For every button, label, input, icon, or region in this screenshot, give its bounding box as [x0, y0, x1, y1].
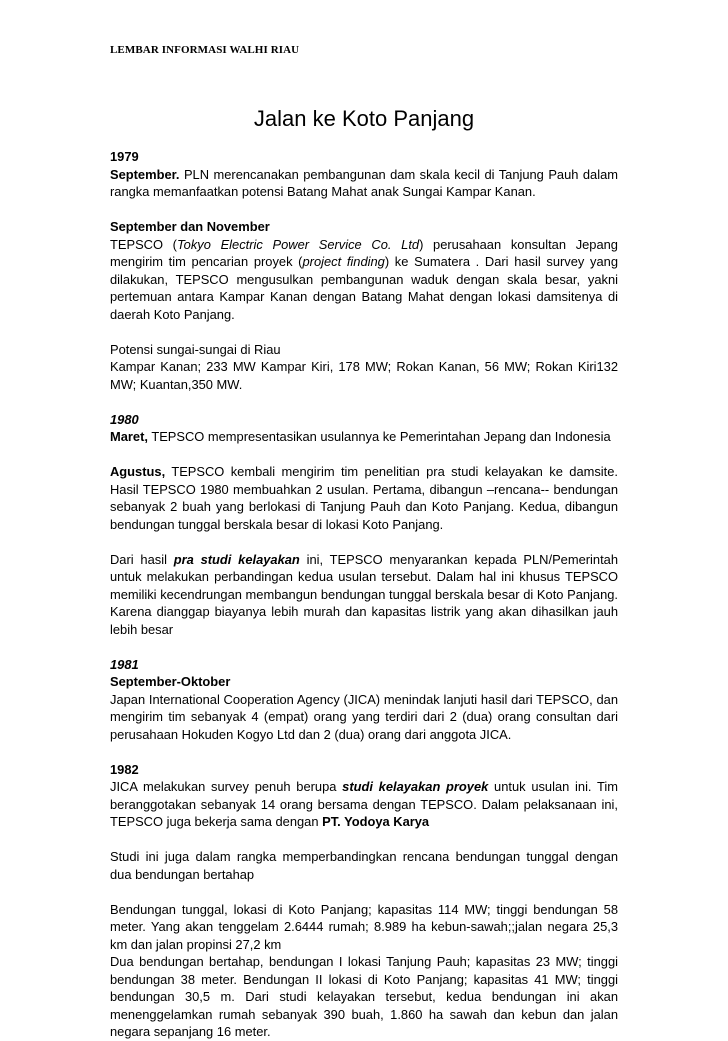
project-finding-term: project finding [302, 254, 385, 269]
text-fragment: ) perusahaan konsultan Jepang mengirim tim pencarian proyek ( [110, 236, 618, 269]
text-fragment: untuk usulan ini. Tim beranggotakan sebanyak 14 orang bersama dengan TEPSCO. Dalam pelaksanaan ini, TEPSCO juga bekerja sama dengan [110, 779, 619, 829]
text-fragment: TEPSCO ( [110, 236, 177, 252]
heading-potensi: Potensi sungai-sungai di Riau [110, 341, 281, 357]
document-header: LEMBAR INFORMASI WALHI RIAU [110, 44, 300, 56]
document-title: Jalan ke Koto Panjang [253, 106, 475, 131]
year-1982: 1982 [110, 761, 139, 777]
year-1979: 1979 [110, 149, 139, 164]
year-1980: 1980 [110, 411, 139, 427]
company-name: PT. Yodoya Karya [322, 814, 430, 829]
tepsco-full-name: Tokyo Electric Power Service Co. Ltd [176, 236, 420, 252]
paragraph-bendungan-bertahap: Dua bendungan bertahap, bendungan I lokasi Tanjung Pauh; kapasitas 23 MW; tinggi bendungan 38 meter. Bendungan II lokasi di Koto Panjang; kapasitas 41 MW; tinggi bendungan 30,5 m. Dari studi kelayakan tersebut, kedua bendungan ini akan menenggelamkan rumah sebanyak 390 buah, 1.860 ha sawah dan kebun dan jalan negara sepanjang 16 meter. [110, 954, 618, 1039]
text-agustus: TEPSCO kembali mengirim tim penelitian pra studi kelayakan ke damsite. Hasil TEPSCO 1980 membuahkan 2 usulan. Pertama, dibangun –rencana-- bendungan sebanyak 2 buah yang berlokasi di Tanjung Pauh dan Koto Panjang. Kedua, dibangun bendungan tunggal berskala besar di lokasi Koto Panjang. [110, 464, 618, 532]
label-agustus: Agustus, [110, 464, 166, 479]
paragraph-september-1979 [110, 166, 618, 201]
paragraph-tepsco-project-finding [110, 236, 618, 324]
label-september: September. [110, 166, 180, 182]
paragraph-studi-perbandingan: Studi ini juga dalam rangka memperbandingkan rencana bendungan tunggal dengan dua bendungan bertahap [110, 849, 618, 882]
text-fragment: Dari hasil [110, 551, 174, 567]
heading-september-oktober: September-Oktober [110, 674, 231, 689]
text-fragment: ) ke Sumatera . Dari hasil survey yang dilakukan, TEPSCO mengusulkan pembangunan waduk dengan skala besar, yakni pertemuan antara Kampar Kanan dengan Batang Mahat dengan lokasi damsitenya di daerah Koto Panjang. [110, 254, 618, 322]
text-fragment: JICA melakukan survey penuh berupa [110, 779, 343, 794]
paragraph-agustus [110, 463, 618, 533]
year-1981: 1981 [110, 656, 139, 672]
paragraph-maret [110, 428, 618, 446]
studi-kelayakan-term: studi kelayakan proyek [342, 779, 489, 794]
paragraph-jica-survey [110, 778, 618, 831]
paragraph-potensi: Kampar Kanan; 233 MW Kampar Kiri, 178 MW; Rokan Kanan, 56 MW; Rokan Kiri132 MW; Kuantan,350 MW. [110, 359, 618, 392]
paragraph-hasil-pra-studi [110, 551, 618, 639]
paragraph-bendungan-tunggal: Bendungan tunggal, lokasi di Koto Panjang; kapasitas 114 MW; tinggi bendungan 58 meter. Yang akan tenggelam 2.6444 rumah; 8.989 ha kebun-sawah;;jalan negara 25,3 km dan jalan propinsi 27,2 km [110, 901, 618, 952]
pra-studi-term: pra studi kelayakan [173, 551, 300, 567]
label-maret: Maret, [110, 429, 148, 444]
document-body [110, 148, 618, 1041]
heading-september-november: September dan November [110, 219, 270, 234]
text-maret: TEPSCO mempresentasikan usulannya ke Pemerintahan Jepang dan Indonesia [147, 429, 611, 444]
text-fragment: ini, TEPSCO menyarankan kepada PLN/Pemerintah untuk melakukan perbandingan kedua usulan tersebut. Dalam hal ini khusus TEPSCO memiliki kecendrungan membangun bendungan tunggal berskala besar di Koto Panjang. Karena dianggap biayanya lebih murah dan kapasitas listrik yang akan dihasilkan jauh lebih besar [110, 551, 618, 637]
text-september: PLN merencanakan pembangunan dam skala kecil di Tanjung Pauh dalam rangka memanfaatkan potensi Batang Mahat anak Sungai Kampar Kanan. [110, 166, 618, 199]
paragraph-jica-1981: Japan International Cooperation Agency (JICA) menindak lanjuti hasil dari TEPSCO, dan mengirim tim sebanyak 4 (empat) orang yang terdiri dari 2 (dua) orang consultan dari perusahaan Hokuden Kogyo Ltd dan 2 (dua) orang dari anggota JICA. [110, 691, 618, 742]
